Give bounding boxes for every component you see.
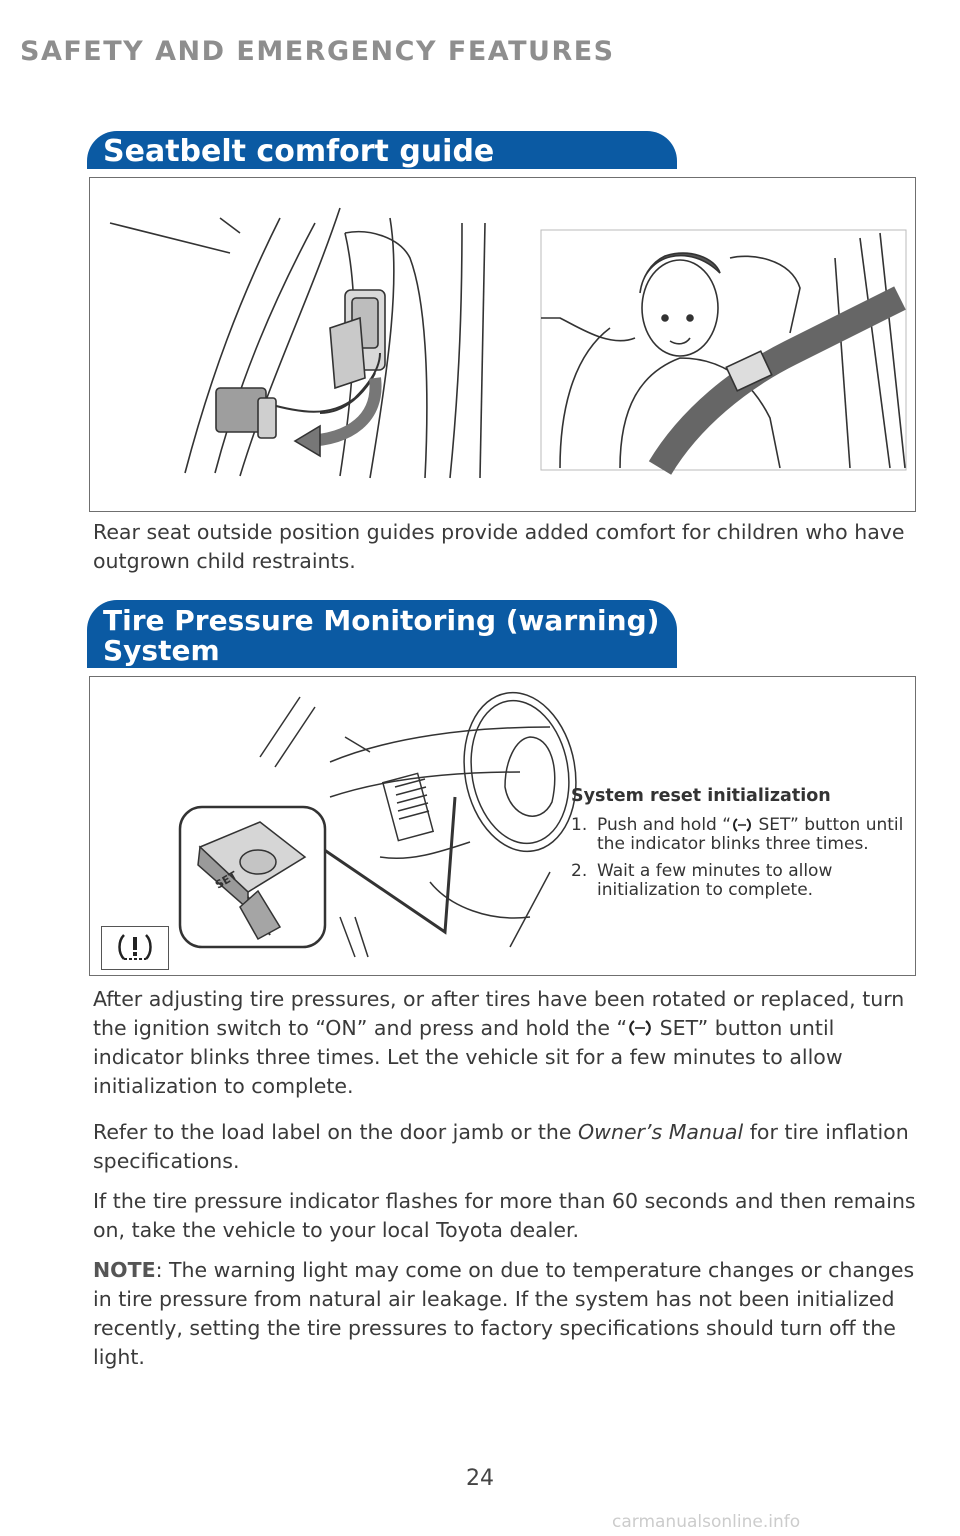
seatbelt-heading: Seatbelt comfort guide	[87, 131, 677, 169]
seatbelt-caption: Rear seat outside position guides provide added comfort for children who have outgrown child restraints.	[93, 520, 905, 573]
step-text	[597, 816, 911, 854]
tpms-paragraph-2	[93, 1118, 923, 1176]
tpms-paragraph-1	[93, 985, 923, 1101]
panel-set-label: SET	[213, 868, 240, 892]
reset-steps-title: System reset initialization	[571, 786, 831, 806]
tpms-note	[93, 1256, 923, 1372]
seatbelt-illustration	[89, 177, 916, 512]
warning-indicator-icon	[102, 927, 168, 969]
note-text: : The warning light may come on due to temperature changes or changes in tire pressure from natural air leakage. If the system has not been initialized recently, setting the tire pressures to factory specifications should turn off the light.	[93, 1258, 915, 1369]
step-number: 1.	[571, 815, 588, 835]
tpms-heading-line1: Tire Pressure Monitoring (warning)	[103, 604, 660, 637]
warning-indicator	[101, 926, 169, 970]
manual-title: Owner’s Manual	[578, 1120, 744, 1144]
reset-step-2	[571, 862, 911, 900]
paragraph-text: After adjusting tire pressures, or after tires have been rotated or replaced, turn the ignition switch to “ON” and press and hold the “	[93, 987, 905, 1040]
note-label: NOTE	[93, 1258, 156, 1282]
page-number: 24	[466, 1466, 494, 1491]
tire-pressure-icon	[731, 816, 753, 834]
reset-steps	[571, 786, 911, 908]
step-text: Wait a few minutes to allow initialization to complete.	[597, 861, 833, 900]
tpms-paragraph-3: If the tire pressure indicator flashes for more than 60 seconds and then remains on, take the vehicle to your local Toyota dealer.	[93, 1189, 916, 1242]
step-text-part: Push and hold “	[597, 815, 732, 835]
section-title: SAFETY AND EMERGENCY FEATURES	[20, 36, 615, 67]
tpms-heading	[87, 600, 677, 668]
paragraph-text: for tire inflation specifications.	[93, 1120, 909, 1173]
paragraph-text: SET” button until indicator blinks three times. Let the vehicle sit for a few minutes to allow initialization to complete.	[93, 1016, 843, 1098]
paragraph-text: Refer to the load label on the door jamb or the	[93, 1120, 579, 1144]
step-number: 2.	[571, 861, 588, 881]
tpms-heading-line2: System	[103, 634, 220, 667]
watermark: carmanualsonline.info	[612, 1512, 801, 1532]
tire-pressure-icon	[627, 1017, 653, 1039]
reset-step-1	[571, 816, 911, 854]
step-text-part: SET” button until the indicator blinks three times.	[597, 815, 904, 854]
